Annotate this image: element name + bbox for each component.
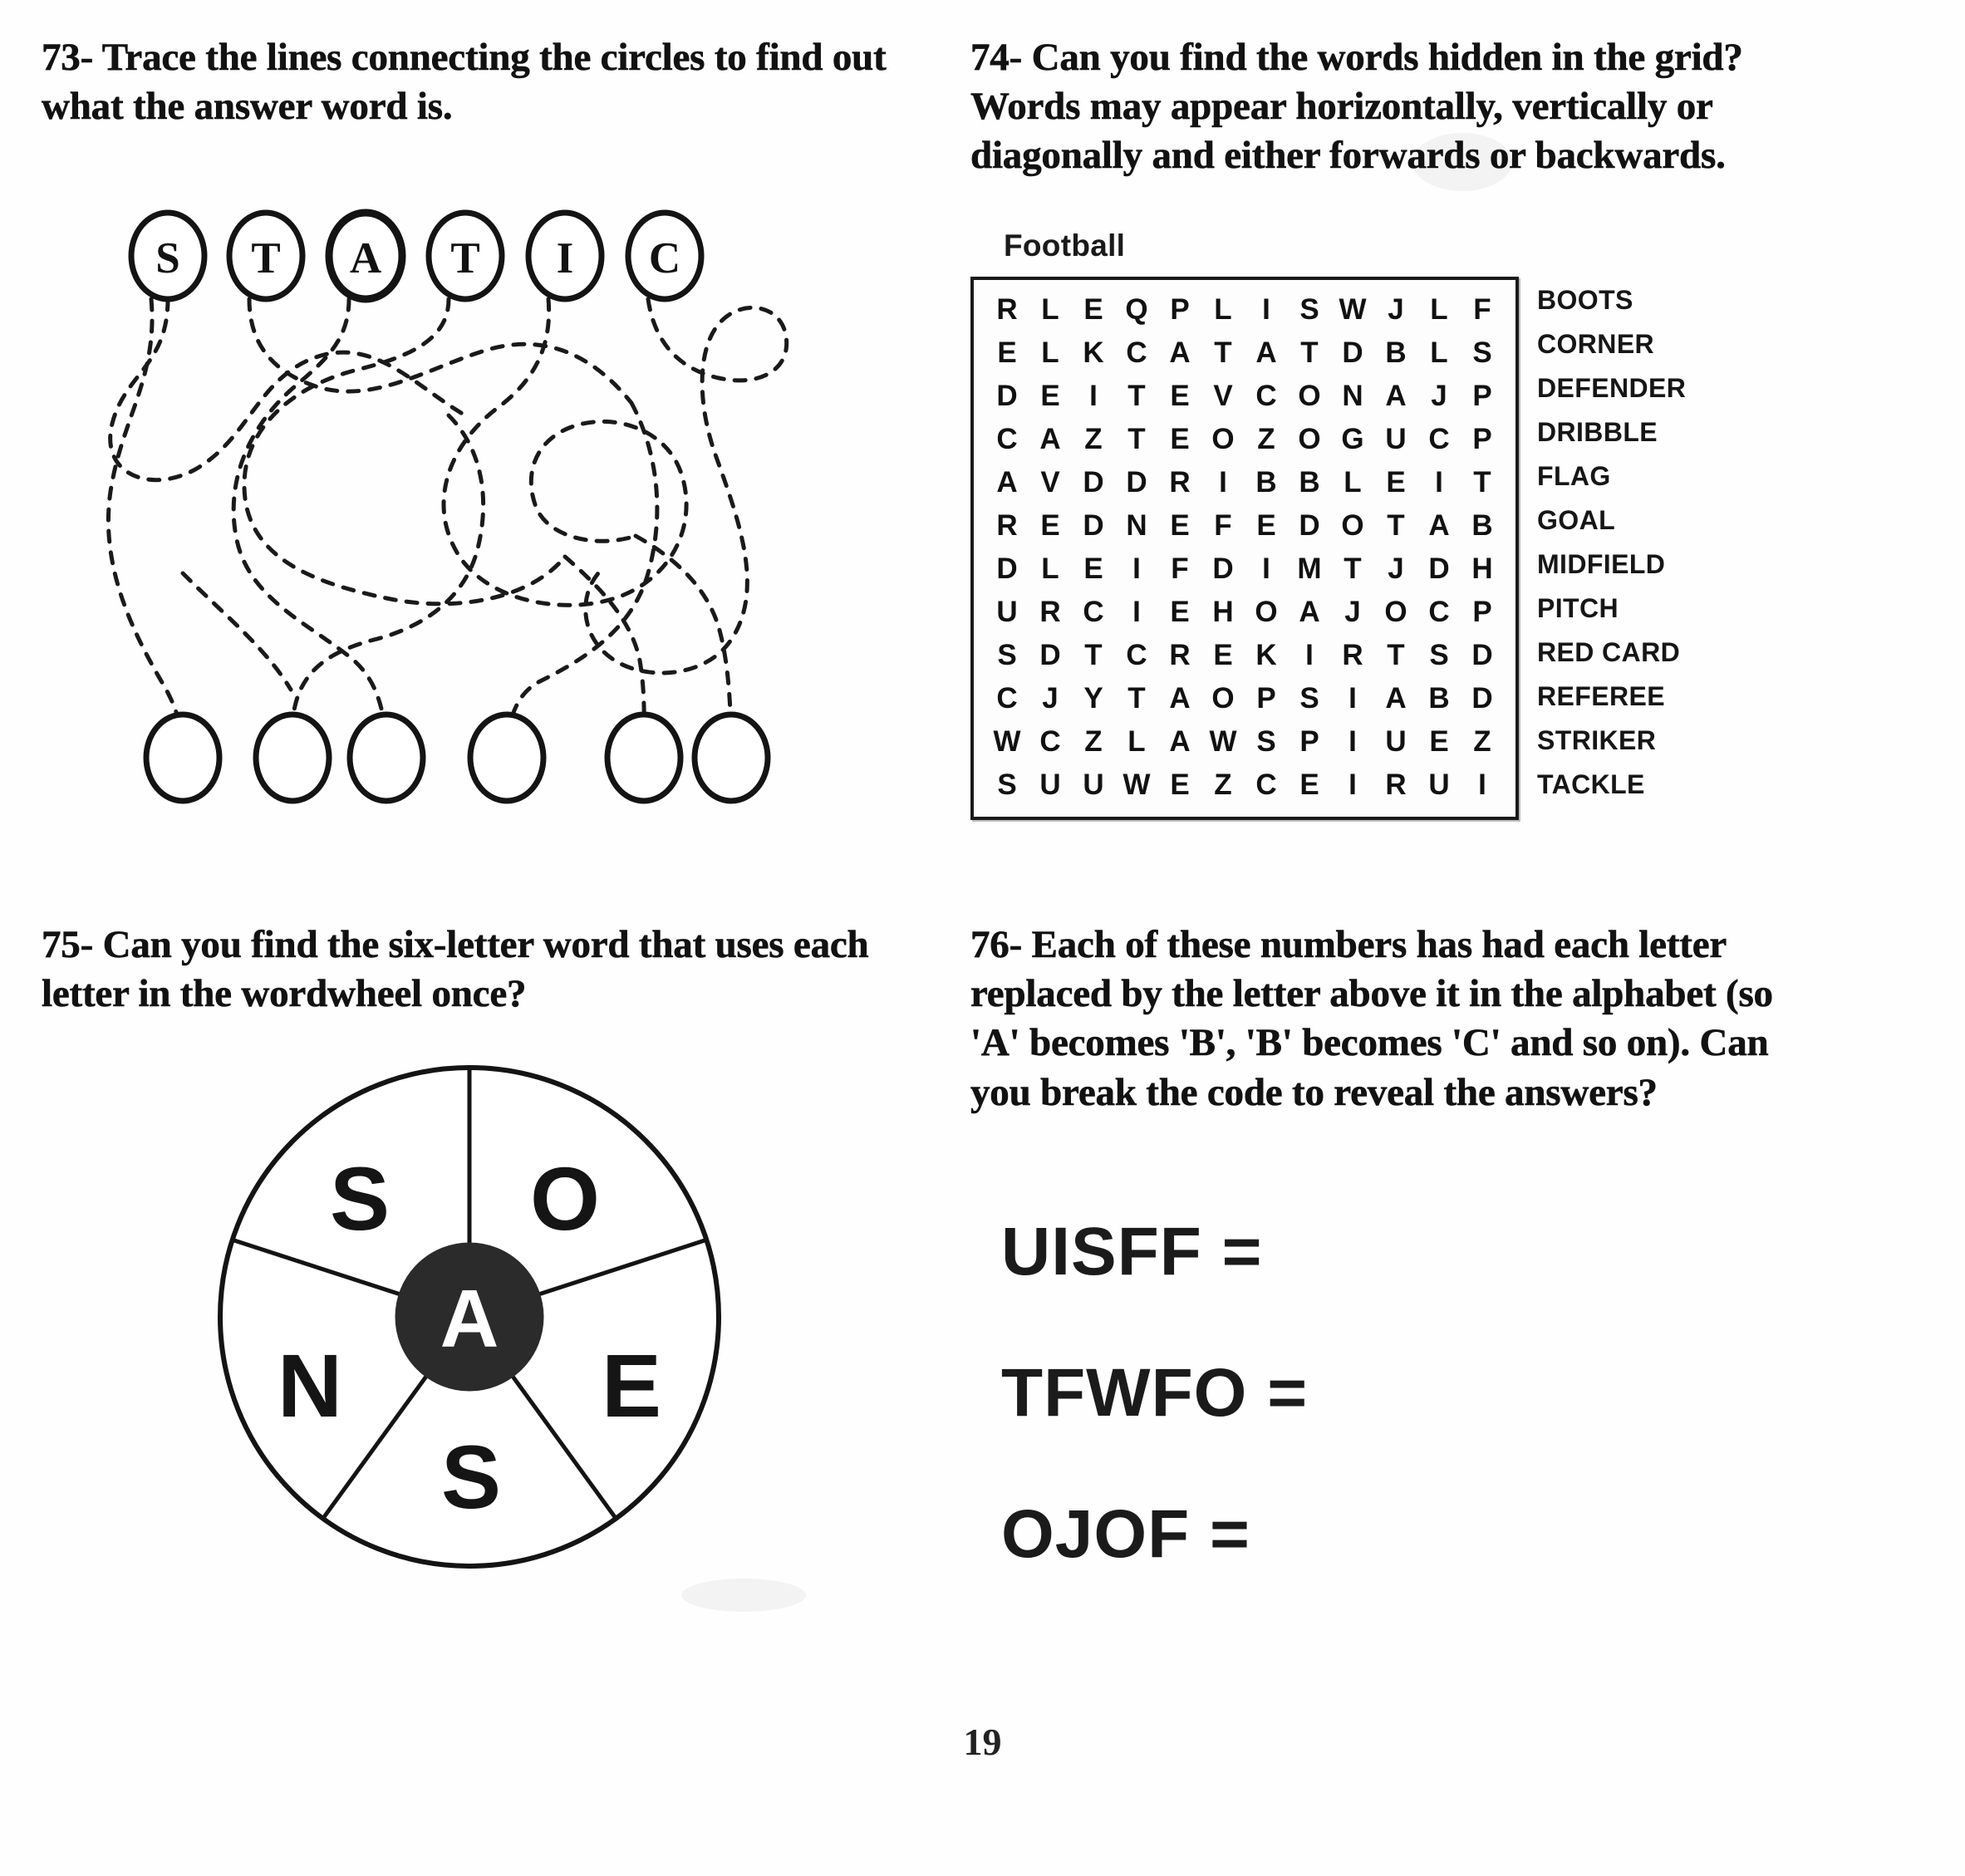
word-search-cell[interactable]: E (1040, 380, 1060, 412)
top-circle-5[interactable] (628, 213, 701, 299)
word-search-cell[interactable]: C (1428, 423, 1450, 455)
word-search-row (985, 720, 1504, 764)
word-search-cell[interactable]: Y (1083, 682, 1103, 715)
word-search-cell[interactable]: C (1255, 380, 1277, 412)
word-search-cell[interactable]: A (1428, 509, 1450, 542)
puzzle-74-word-search (970, 228, 1686, 820)
word-search-word[interactable]: PITCH (1537, 593, 1619, 623)
word-search-cell[interactable]: S (997, 639, 1017, 671)
word-search-cell[interactable]: S (1472, 336, 1492, 369)
word-search-cell[interactable]: D (1342, 336, 1363, 369)
word-search-cell[interactable]: I (1262, 293, 1270, 326)
code-word-line[interactable]: OJOF = (1001, 1496, 1250, 1572)
word-search-word[interactable]: TACKLE (1537, 769, 1645, 799)
puzzle-76-code-list (1001, 1213, 1749, 1637)
word-search-row (985, 548, 1504, 591)
word-search-cell[interactable]: C (1428, 596, 1450, 628)
puzzle-73-prompt: 73- Trace the lines connecting the circles to find out what the answer word is. (42, 36, 887, 129)
word-search-cell[interactable]: T (1387, 509, 1405, 542)
word-search-cell[interactable]: A (1039, 423, 1061, 455)
word-search-cell[interactable]: E (1170, 596, 1190, 628)
word-search-cell[interactable]: I (1132, 596, 1141, 628)
word-search-cell[interactable]: Z (1257, 423, 1275, 455)
bottom-circle-5[interactable] (695, 715, 768, 801)
word-search-cell[interactable]: T (1127, 682, 1146, 715)
scan-smudge (1412, 133, 1512, 191)
word-search-cell[interactable]: R (996, 509, 1018, 542)
word-search-cell[interactable]: M (1297, 552, 1322, 585)
top-circle-4[interactable] (528, 213, 602, 299)
word-search-cell[interactable]: K (1083, 336, 1104, 369)
word-search-cell[interactable]: A (1385, 380, 1407, 412)
word-search-cell[interactable]: R (1169, 466, 1191, 498)
word-search-cell[interactable]: I (1348, 682, 1357, 715)
word-search-cell[interactable]: Z (1084, 725, 1103, 758)
word-search-cell[interactable]: U (996, 596, 1018, 628)
word-search-cell[interactable]: B (1385, 336, 1407, 369)
wordwheel-letter-4: N (278, 1335, 342, 1436)
word-search-cell[interactable]: I (1305, 639, 1314, 671)
scan-smudge (681, 1579, 806, 1612)
word-search-cell[interactable]: I (1348, 725, 1357, 758)
word-search-cell[interactable]: E (1170, 423, 1190, 455)
word-search-cell[interactable]: W (993, 725, 1021, 758)
page-number: 19 (963, 1721, 1002, 1763)
word-search-cell[interactable]: C (1083, 596, 1104, 628)
word-search-cell[interactable]: J (1344, 596, 1361, 628)
word-search-cell[interactable]: R (1039, 596, 1061, 628)
word-search-cell[interactable]: F (1473, 293, 1491, 326)
word-search-cell[interactable]: S (1256, 725, 1276, 758)
word-search-cell[interactable]: L (1041, 336, 1059, 369)
word-search-cell[interactable]: E (1170, 509, 1190, 542)
word-search-cell[interactable]: E (1040, 509, 1060, 542)
word-search-cell[interactable]: L (1041, 552, 1059, 585)
word-search-row (985, 418, 1504, 461)
word-search-cell[interactable]: U (1428, 769, 1450, 801)
word-search-cell[interactable]: T (1214, 336, 1232, 369)
word-search-cell[interactable]: P (1472, 423, 1492, 455)
word-search-cell[interactable]: P (1472, 380, 1492, 412)
word-search-row (985, 504, 1504, 548)
word-search-cell[interactable]: B (1471, 509, 1493, 542)
word-search-cell[interactable]: U (1083, 769, 1104, 801)
puzzle-74-prompt: 74- Can you find the words hidden in the grid? Words may appear horizontally, vertically or diagonally and either forwards or backwards. (970, 36, 1743, 178)
top-circle-2[interactable] (329, 213, 402, 299)
word-search-cell[interactable]: I (1132, 552, 1141, 585)
word-search-cell[interactable]: A (1169, 682, 1191, 715)
word-search-cell[interactable]: A (1169, 336, 1191, 369)
word-search-cell[interactable]: C (1126, 639, 1147, 671)
top-circle-letter: I (556, 234, 574, 282)
word-search-cell[interactable]: A (1385, 682, 1407, 715)
word-search-cell[interactable]: L (1430, 336, 1448, 369)
word-search-cell[interactable]: J (1431, 380, 1447, 412)
puzzle-75-prompt: 75- Can you find the six-letter word that uses each letter in the wordwheel once? (42, 923, 869, 1016)
word-search-row (985, 331, 1504, 375)
word-search-grid-box (970, 277, 1519, 820)
word-search-word-list (1537, 278, 1686, 807)
bottom-circle-4[interactable] (607, 715, 680, 801)
word-search-cell[interactable]: K (1255, 639, 1277, 671)
top-circle-letter: A (349, 234, 382, 282)
word-search-cell[interactable]: Z (1473, 725, 1491, 758)
word-search-cell[interactable]: D (1083, 509, 1104, 542)
word-search-cell[interactable]: E (1256, 509, 1276, 542)
top-circle-1[interactable] (229, 213, 302, 299)
word-search-cell[interactable]: C (996, 682, 1018, 715)
trace-paths (108, 299, 786, 756)
puzzle-73-trace-diagram (100, 208, 831, 789)
word-search-cell[interactable]: D (1126, 466, 1147, 498)
word-search-cell[interactable]: Q (1125, 293, 1148, 326)
word-search-cell[interactable]: D (996, 552, 1018, 585)
bottom-circle-2[interactable] (350, 715, 423, 801)
word-search-cell[interactable]: N (1126, 509, 1147, 542)
word-search-cell[interactable]: I (1348, 769, 1357, 801)
word-search-cell[interactable]: E (1170, 769, 1190, 801)
word-search-cell[interactable]: P (1472, 596, 1492, 628)
word-search-cell[interactable]: L (1127, 725, 1146, 758)
word-search-row (985, 288, 1504, 331)
word-search-cell[interactable]: I (1219, 466, 1227, 498)
word-search-cell[interactable]: U (1039, 769, 1061, 801)
word-search-cell[interactable]: F (1171, 552, 1189, 585)
code-word-line[interactable]: UISFF = (1001, 1214, 1263, 1289)
word-search-cell[interactable]: I (1435, 466, 1443, 498)
word-search-cell[interactable]: D (1212, 552, 1234, 585)
word-search-word[interactable]: GOAL (1537, 505, 1616, 535)
bottom-circle-3[interactable] (470, 715, 543, 801)
wordwheel-center-letter: A (440, 1273, 499, 1364)
word-search-cell[interactable]: C (1126, 336, 1147, 369)
word-search-cell[interactable]: B (1255, 466, 1277, 498)
word-search-cell[interactable]: H (1212, 596, 1234, 628)
word-search-cell[interactable]: J (1042, 682, 1059, 715)
word-search-cell[interactable]: O (1341, 509, 1364, 542)
word-search-cell[interactable]: T (1127, 380, 1146, 412)
word-search-cell[interactable]: D (1039, 639, 1061, 671)
word-search-row (985, 634, 1504, 677)
word-search-cell[interactable]: O (1298, 423, 1321, 455)
top-circle-letter: C (648, 234, 681, 282)
bottom-circle-1[interactable] (256, 715, 329, 801)
word-search-cell[interactable]: W (1123, 769, 1151, 801)
word-search-cell[interactable]: J (1388, 552, 1404, 585)
word-search-cell[interactable]: T (1084, 639, 1103, 671)
word-search-cell[interactable]: E (1083, 552, 1103, 585)
word-search-cell[interactable]: S (997, 769, 1017, 801)
word-search-word[interactable]: FLAG (1537, 461, 1611, 491)
word-search-cell[interactable]: L (1430, 293, 1448, 326)
word-search-cell[interactable]: Z (1084, 423, 1103, 455)
word-search-cell[interactable]: O (1211, 682, 1235, 715)
word-search-cell[interactable]: N (1342, 380, 1363, 412)
word-search-cell[interactable]: V (1040, 466, 1060, 498)
wordwheel-letter-3: S (440, 1427, 502, 1527)
word-search-cell[interactable]: E (1386, 466, 1406, 498)
word-search-cell[interactable]: R (1342, 639, 1363, 671)
code-word-line[interactable]: TFWFO = (1001, 1355, 1309, 1431)
puzzle-76-prompt: 76- Each of these numbers has had each letter replaced by the letter above it in the alphabet (so 'A' becomes 'B', 'B' becomes 'C' and so on). Can you break the code to reveal the answers? (970, 923, 1773, 1114)
word-search-cell[interactable]: T (1387, 639, 1405, 671)
word-search-cell[interactable]: B (1428, 682, 1450, 715)
word-search-cell[interactable]: L (1344, 466, 1362, 498)
word-search-cell[interactable]: T (1127, 423, 1146, 455)
word-search-cell[interactable]: V (1213, 380, 1233, 412)
word-search-word[interactable]: RED CARD (1537, 637, 1681, 667)
word-search-row (985, 591, 1504, 634)
word-search-cell[interactable]: J (1388, 293, 1404, 326)
word-search-cell[interactable]: S (1429, 639, 1449, 671)
word-search-word[interactable]: DEFENDER (1537, 373, 1687, 403)
top-circle-letter: S (155, 234, 180, 282)
word-search-cell[interactable]: O (1384, 596, 1407, 628)
word-search-cell[interactable]: R (1169, 639, 1191, 671)
word-search-cell[interactable]: O (1298, 380, 1321, 412)
word-search-cell[interactable]: C (996, 423, 1018, 455)
word-search-row (985, 764, 1504, 807)
word-search-row (985, 375, 1504, 418)
word-search-cell[interactable]: I (1478, 769, 1486, 801)
word-search-cell[interactable]: E (1429, 725, 1449, 758)
word-search-word[interactable]: STRIKER (1537, 725, 1657, 755)
word-search-cell[interactable]: L (1041, 293, 1059, 326)
word-search-cell[interactable]: A (1255, 336, 1277, 369)
word-search-cell[interactable]: D (1471, 639, 1493, 671)
word-search-cell[interactable]: A (1299, 596, 1320, 628)
word-search-cell[interactable]: O (1255, 596, 1278, 628)
puzzle-75-wordwheel[interactable] (212, 1043, 727, 1591)
word-search-cell[interactable]: D (1428, 552, 1450, 585)
word-search-cell[interactable]: I (1089, 380, 1098, 412)
word-search-word[interactable]: MIDFIELD (1537, 549, 1666, 579)
word-search-cell[interactable]: S (1299, 293, 1319, 326)
word-search-cell[interactable]: L (1214, 293, 1232, 326)
word-search-cell[interactable]: C (1039, 725, 1061, 758)
top-circle-3[interactable] (429, 213, 502, 299)
top-circle-0[interactable] (131, 213, 204, 299)
word-search-cell[interactable]: D (1083, 466, 1104, 498)
word-search-cell[interactable]: R (996, 293, 1018, 326)
bottom-circle-0[interactable] (146, 715, 219, 801)
word-search-cell[interactable]: I (1262, 552, 1270, 585)
word-search-cell[interactable]: F (1214, 509, 1232, 542)
wordwheel-letter-2: E (601, 1335, 662, 1436)
word-search-cell[interactable]: E (1083, 293, 1103, 326)
word-search-cell[interactable]: P (1170, 293, 1190, 326)
word-search-cell[interactable]: W (1209, 725, 1237, 758)
word-search-cell[interactable]: G (1341, 423, 1364, 455)
word-search-word[interactable]: REFEREE (1537, 681, 1665, 711)
word-search-word[interactable]: CORNER (1537, 329, 1655, 359)
top-circle-letter: T (450, 234, 480, 282)
word-search-word[interactable]: BOOTS (1537, 285, 1633, 315)
wordwheel-letter-0: S (329, 1148, 391, 1249)
word-search-cell[interactable]: D (996, 380, 1018, 412)
word-search-cell[interactable]: T (1300, 336, 1319, 369)
word-search-grid[interactable] (985, 288, 1504, 807)
word-search-cell[interactable]: D (1471, 682, 1493, 715)
word-search-row (985, 461, 1504, 504)
word-search-cell[interactable]: Z (1214, 769, 1232, 801)
word-search-cell[interactable]: A (996, 466, 1018, 498)
word-search-cell[interactable]: U (1385, 423, 1407, 455)
word-search-cell[interactable]: E (997, 336, 1017, 369)
word-search-cell[interactable]: E (1213, 639, 1233, 671)
word-search-cell[interactable]: D (1299, 509, 1320, 542)
word-search-cell[interactable]: E (1299, 769, 1319, 801)
word-search-row (985, 677, 1504, 720)
bottom-answer-circles (146, 715, 768, 801)
word-search-cell[interactable]: S (1299, 682, 1319, 715)
word-search-category-label: Football (1004, 228, 1126, 263)
word-search-cell[interactable]: C (1255, 769, 1277, 801)
word-search-word[interactable]: DRIBBLE (1537, 417, 1658, 447)
word-search-cell[interactable]: P (1299, 725, 1319, 758)
word-search-cell[interactable]: W (1339, 293, 1367, 326)
word-search-cell[interactable]: B (1299, 466, 1320, 498)
word-search-cell[interactable]: R (1385, 769, 1407, 801)
word-search-cell[interactable]: T (1473, 466, 1491, 498)
top-letter-circles (131, 213, 701, 299)
word-search-cell[interactable]: E (1170, 380, 1190, 412)
top-circle-letter: T (251, 234, 281, 282)
word-search-cell[interactable]: T (1344, 552, 1362, 585)
wordwheel-letter-1: O (529, 1148, 601, 1249)
word-search-cell[interactable]: H (1471, 552, 1493, 585)
word-search-cell[interactable]: P (1256, 682, 1276, 715)
word-search-cell[interactable]: A (1169, 725, 1191, 758)
word-search-cell[interactable]: O (1211, 423, 1235, 455)
word-search-cell[interactable]: U (1385, 725, 1407, 758)
